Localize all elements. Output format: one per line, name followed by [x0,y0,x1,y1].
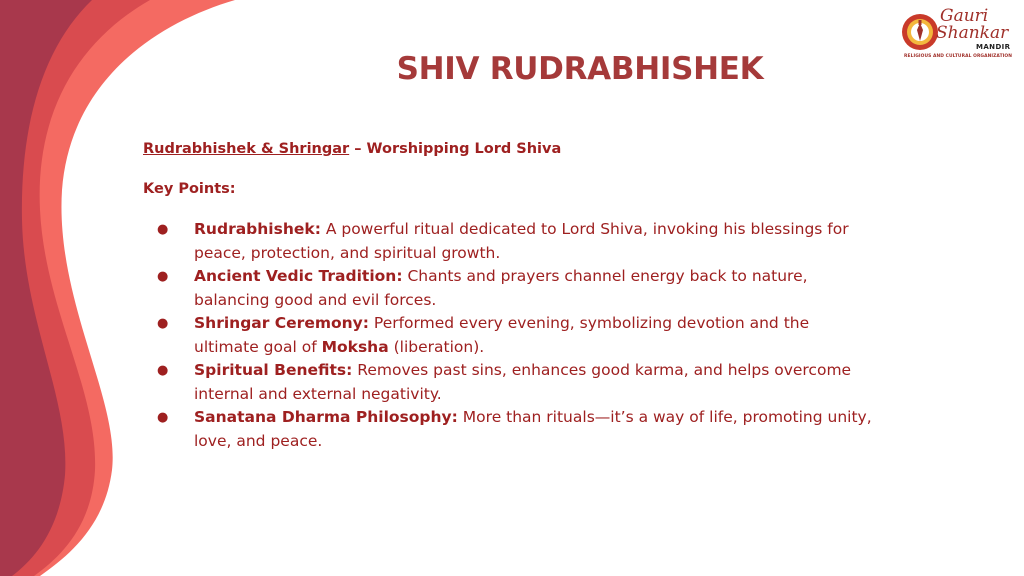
list-item [157,218,877,265]
list-item [157,312,877,359]
list-item [157,265,877,312]
list-item [157,406,877,453]
bullet-icon: ● [157,410,169,425]
point-text: Chants and prayers channel energy back to nature, balancing good and evil forces. [194,267,808,309]
point-emphasis: Moksha [321,337,389,356]
point-label: Ancient Vedic Tradition: [194,267,403,285]
point-text: Removes past sins, enhances good karma, and helps overcome internal and external negativity. [194,361,852,403]
point-label: Rudrabhishek: [194,220,321,238]
subheading [143,139,561,159]
key-points-list [157,218,877,453]
point-label: Spiritual Benefits: [194,361,353,379]
bullet-icon: ● [157,269,169,284]
subheading-link[interactable]: Rudrabhishek & Shringar [143,141,350,157]
point-text-tail: (liberation). [388,337,485,356]
point-label: Sanatana Dharma Philosophy: [194,408,458,426]
bullet-icon: ● [157,222,169,237]
key-points-heading: Key Points: [143,181,236,197]
slide-title: SHIV RUDRABHISHEK [396,51,764,87]
subheading-rest: – Worshipping Lord Shiva [349,141,562,157]
point-text: A powerful ritual dedicated to Lord Shiva, invoking his blessings for peace, protection, and spiritual growth. [194,220,849,262]
point-text: More than rituals—it’s a way of life, promoting unity, love, and peace. [194,408,872,450]
logo-text-mandir: MANDIR [976,43,1011,51]
point-text: Performed every evening, symbolizing devotion and the ultimate goal of [194,314,810,356]
logo-text-gauri: Gauri [940,6,989,26]
list-item [157,359,877,406]
logo-text-shankar: Shankar [936,23,1009,43]
bullet-icon: ● [157,363,169,378]
temple-emblem-icon [900,12,940,52]
logo-tagline: RELIGIOUS AND CULTURAL ORGANIZATION [904,54,1013,59]
bullet-icon: ● [157,316,169,331]
point-label: Shringar Ceremony: [194,314,369,332]
